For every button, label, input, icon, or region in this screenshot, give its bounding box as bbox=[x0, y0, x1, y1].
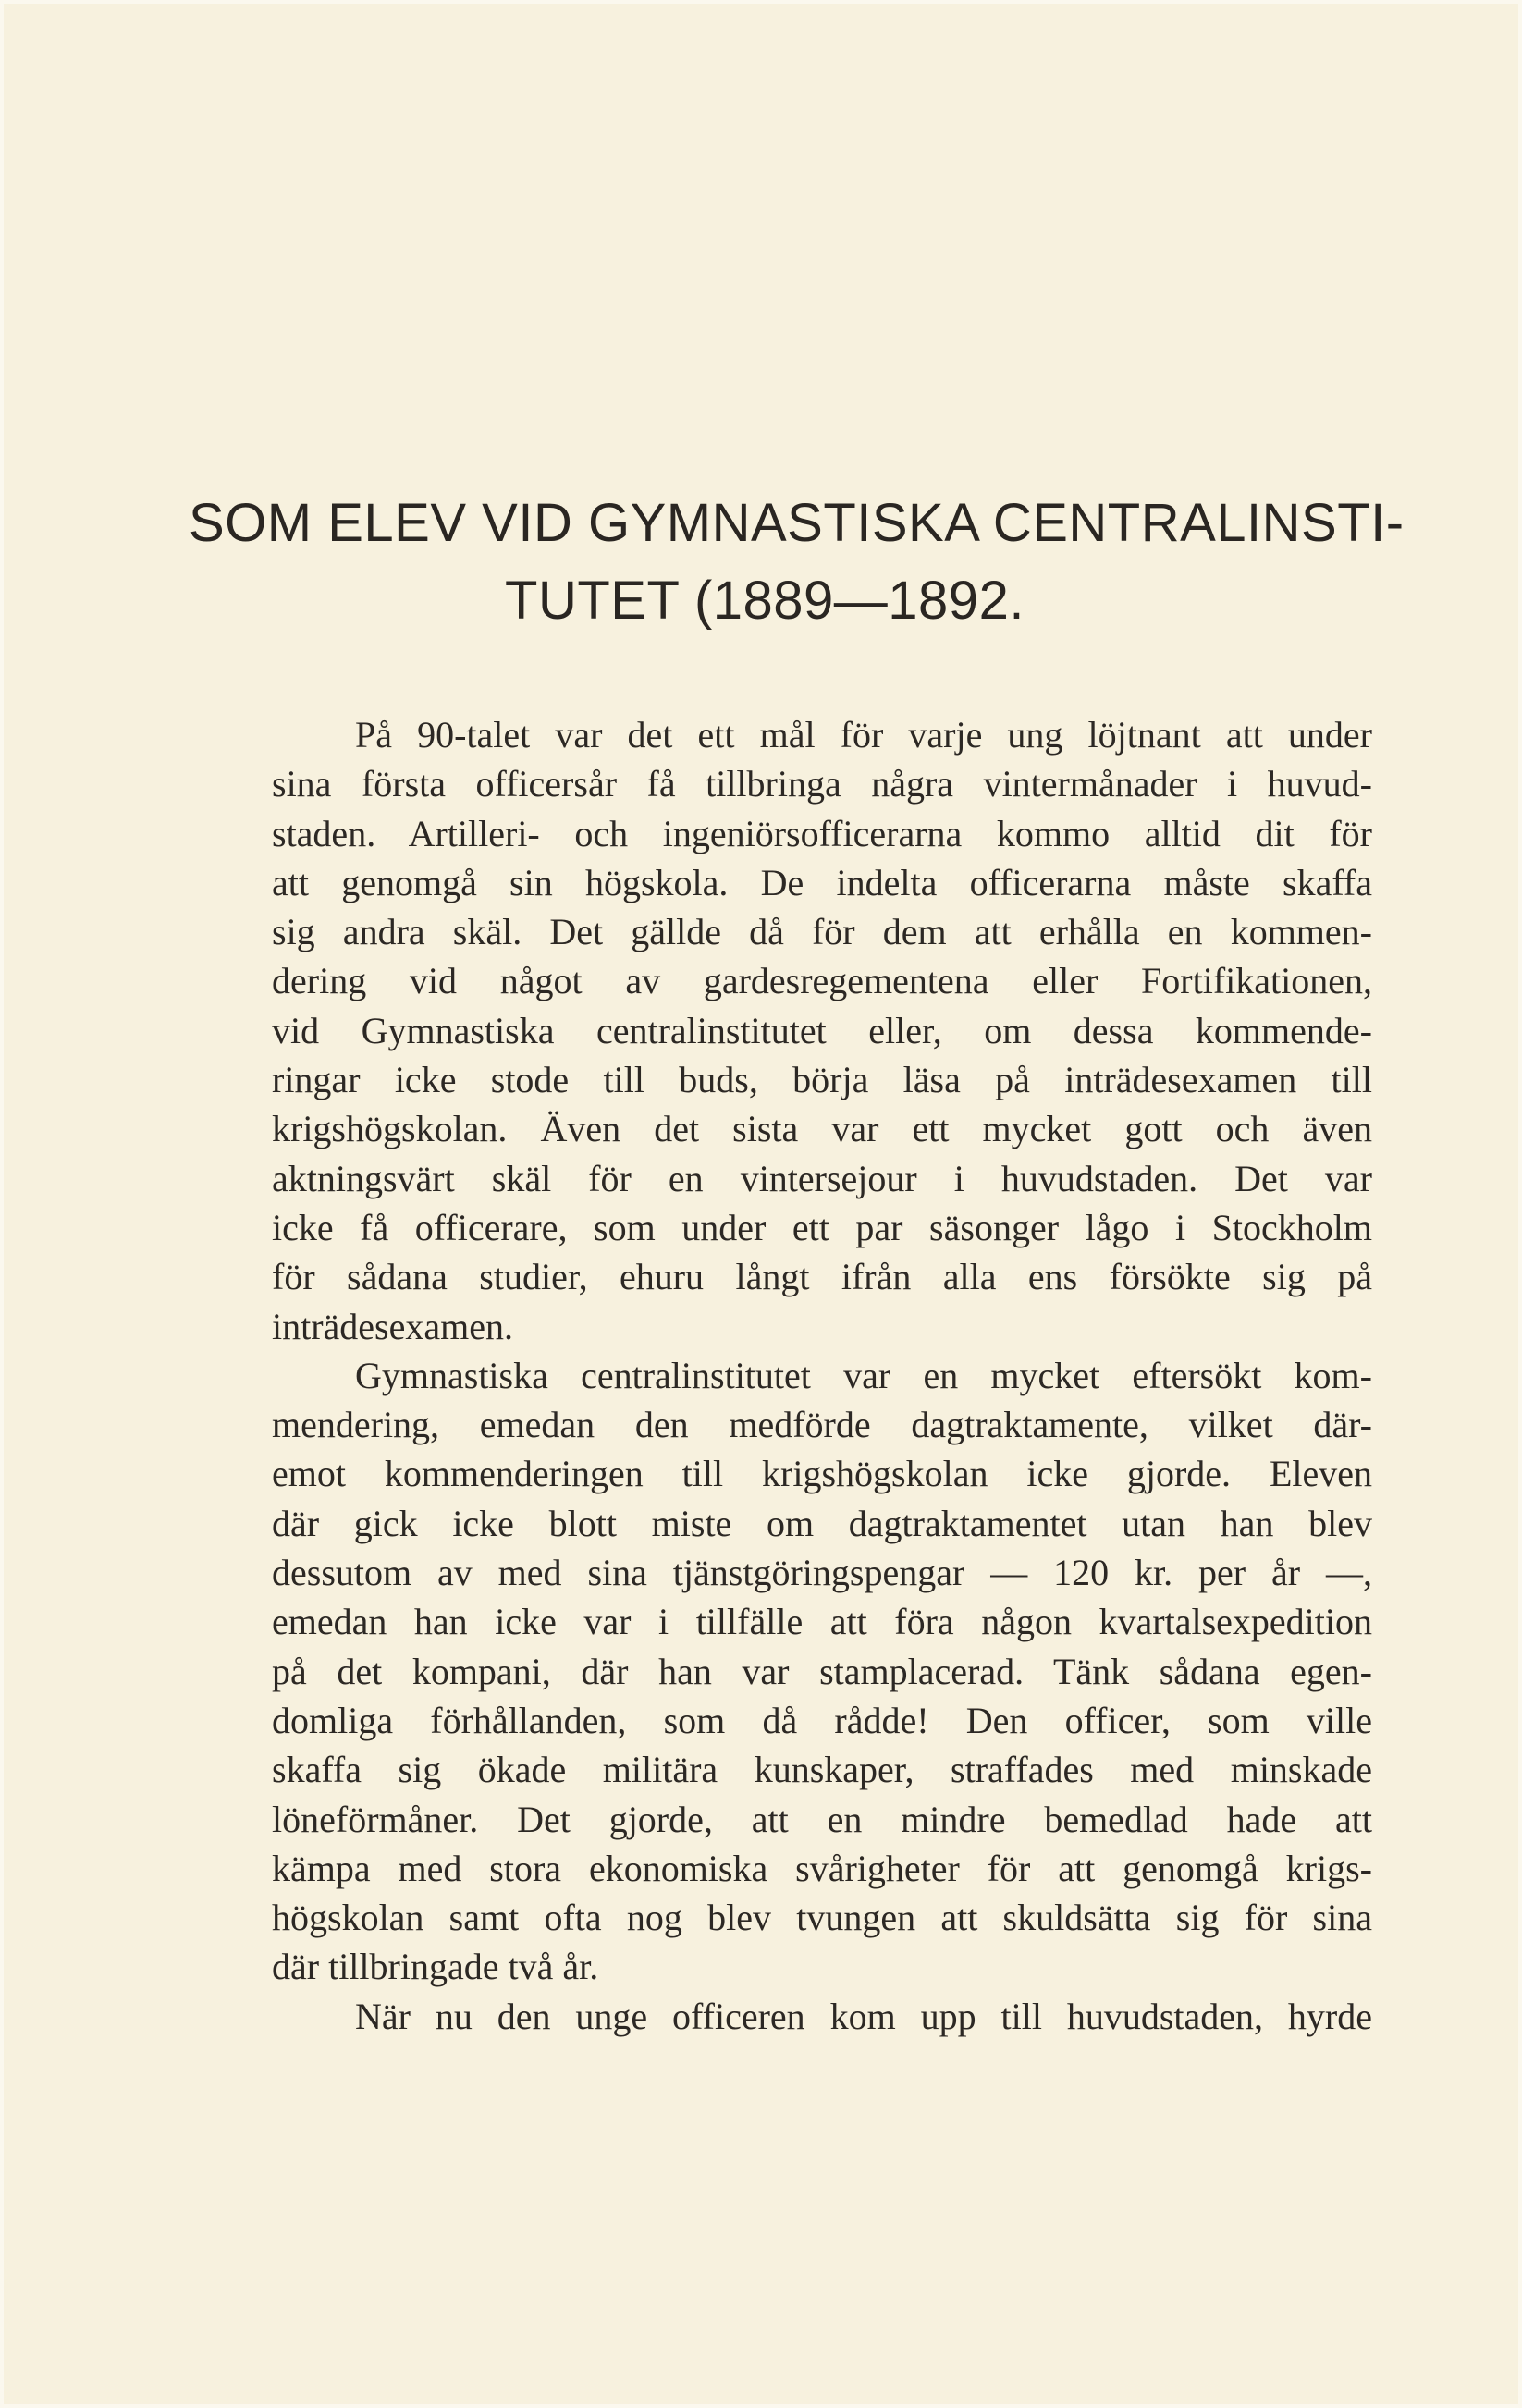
text-line: på det kompani, där han var stamplacerad. Tänk sådana egen- bbox=[272, 1650, 1372, 1692]
text-line: På 90-talet var det ett mål för varje ung löjtnant att under bbox=[355, 714, 1372, 756]
text-line: ringar icke stode till buds, börja läsa på inträdesexamen till bbox=[272, 1059, 1372, 1101]
text-line: dering vid något av gardesregementena eller Fortifikationen, bbox=[272, 960, 1372, 1002]
chapter-title-line-2: TUTET (1889—1892. bbox=[505, 571, 1025, 631]
text-line: mendering, emedan den medförde dagtraktamente, vilket där- bbox=[272, 1404, 1372, 1446]
text-line: Gymnastiska centralinstitutet var en mycket eftersökt kom- bbox=[355, 1354, 1372, 1396]
text-line: staden. Artilleri- och ingeniörsofficerarna kommo alltid dit för bbox=[272, 812, 1372, 854]
text-line: aktningsvärt skäl för en vintersejour i huvudstaden. Det var bbox=[272, 1157, 1372, 1199]
text-line: krigshögskolan. Även det sista var ett mycket gott och även bbox=[272, 1108, 1372, 1150]
text-line: dessutom av med sina tjänstgöringspengar — 120 kr. per år —, bbox=[272, 1552, 1372, 1594]
text-line: kämpa med stora ekonomiska svårigheter för att genomgå krigs- bbox=[272, 1847, 1372, 1889]
text-line: sig andra skäl. Det gällde då för dem att erhålla en kommen- bbox=[272, 911, 1372, 953]
text-line: När nu den unge officeren kom upp till huvudstaden, hyrde bbox=[355, 1995, 1372, 2037]
text-line: icke få officerare, som under ett par säsonger lågo i Stockholm bbox=[272, 1206, 1372, 1248]
text-line: vid Gymnastiska centralinstitutet eller, om dessa kommende- bbox=[272, 1009, 1372, 1051]
text-line: inträdesexamen. bbox=[272, 1305, 513, 1347]
text-line: där tillbringade två år. bbox=[272, 1946, 599, 1988]
text-line: att genomgå sin högskola. De indelta officerarna måste skaffa bbox=[272, 861, 1372, 903]
text-line: skaffa sig ökade militära kunskaper, straffades med minskade bbox=[272, 1749, 1372, 1791]
text-line: sina första officersår få tillbringa några vintermånader i huvud- bbox=[272, 763, 1372, 805]
text-line: emedan han icke var i tillfälle att föra någon kvartalsexpedition bbox=[272, 1601, 1372, 1643]
body-text bbox=[272, 710, 1372, 2041]
text-line: för sådana studier, ehuru långt ifrån alla ens försökte sig på bbox=[272, 1256, 1372, 1298]
text-line: där gick icke blott miste om dagtraktamentet utan han blev bbox=[272, 1502, 1372, 1544]
text-line: emot kommenderingen till krigshögskolan icke gjorde. Eleven bbox=[272, 1453, 1372, 1495]
chapter-title-line-1: SOM ELEV VID GYMNASTISKA CENTRALINSTI- bbox=[189, 493, 1405, 553]
text-line: högskolan samt ofta nog blev tvungen att skuldsätta sig för sina bbox=[272, 1897, 1372, 1939]
text-line: domliga förhållanden, som då rådde! Den officer, som ville bbox=[272, 1699, 1372, 1741]
text-line: löneförmåner. Det gjorde, att en mindre bemedlad hade att bbox=[272, 1798, 1372, 1840]
